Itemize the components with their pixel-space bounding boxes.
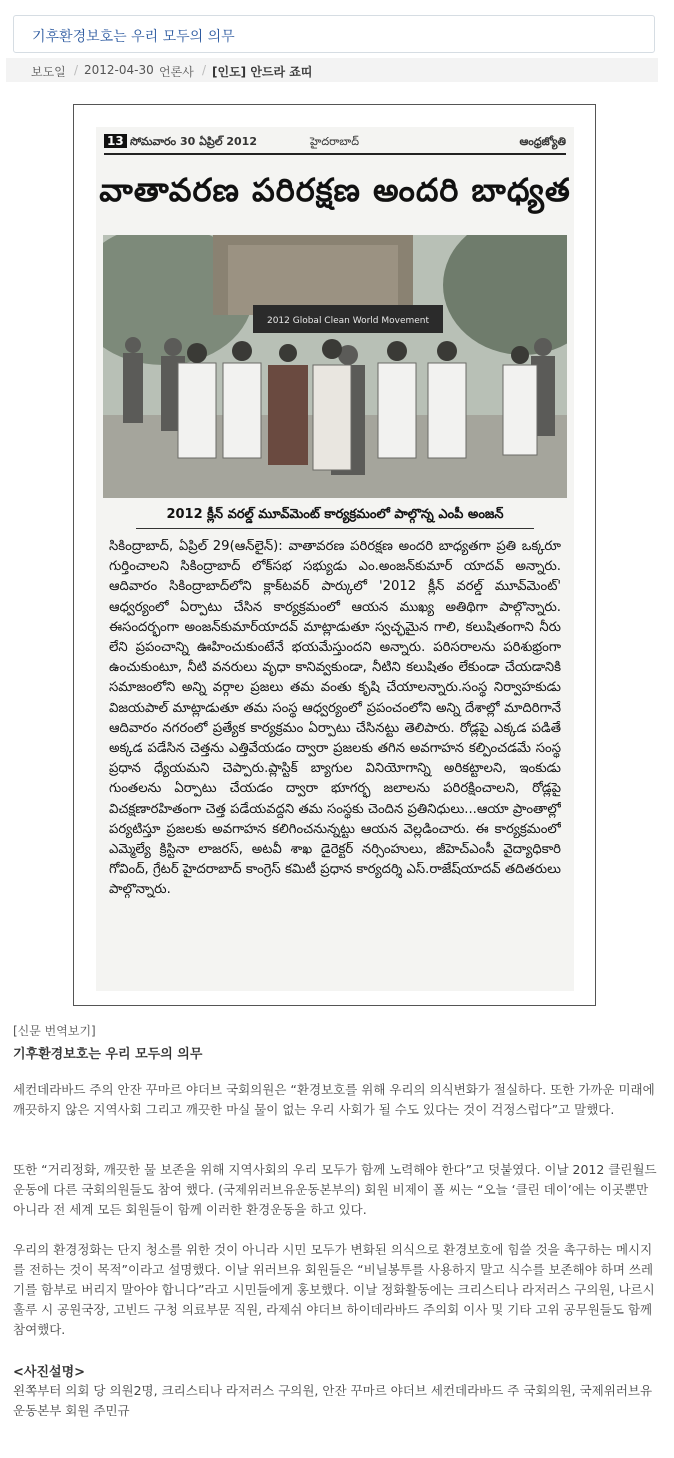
paper-city: హైదరాబాద్ bbox=[310, 135, 359, 148]
newspaper-headline: వాతావరణ పరిరక్షణ అందరి బాధ్యత bbox=[99, 171, 571, 209]
meta-separator: / bbox=[202, 63, 207, 77]
banner-text: 2012 Global Clean World Movement bbox=[266, 316, 430, 326]
source-label: 언론사 bbox=[159, 65, 194, 79]
newspaper-page bbox=[96, 127, 574, 991]
paper-date: సోమవారం 30 ఏప్రిల్ 2012 bbox=[130, 135, 257, 148]
publication-name: ఆంధ్రజ్యోతి bbox=[519, 135, 566, 148]
source-value: [인도] 안드라 죠띠 bbox=[212, 65, 313, 79]
translation-paragraph: 우리의 환경정화는 단지 청소를 위한 것이 아니라 시민 모두가 변화된 의식으로 환경보호에 힘쓸 것을 촉구하는 메시지를 전하는 것이 목적”이라고 설명했다. 이날 위러브유 회원들은 “비닐봉투를 사용하지 말고 식수를 보존해야 하며 쓰레기를 함부로 버리지 말아야 합니다”라고 시민들에게 홍보했다. 이날 정화활동에는 크리스티나 라저러스 구의원, 나르시훌루 시 공원국장, 고빈드 구청 의료부문 직원, 라제쉬 야더브 하이데라바드 주의회 이사 및 기타 고위 공무원들도 함께 참여했다. bbox=[13, 1242, 655, 1337]
article-meta bbox=[6, 58, 658, 82]
page-number: 13 bbox=[104, 134, 127, 148]
date-label: 보도일 bbox=[31, 65, 66, 79]
translation-label: [신문 번역보기] bbox=[13, 1024, 96, 1038]
newspaper-clipping bbox=[73, 104, 596, 1006]
caption-heading: <사진설명> bbox=[13, 1365, 86, 1380]
page-title: 기후환경보호는 우리 모두의 의무 bbox=[32, 29, 235, 45]
article-title-box bbox=[13, 15, 655, 53]
masthead bbox=[104, 133, 566, 155]
group-photo bbox=[103, 235, 567, 498]
translation-title: 기후환경보호는 우리 모두의 의무 bbox=[13, 1047, 203, 1062]
translation-paragraph: 또한 “거리정화, 깨끗한 물 보존을 위해 지역사회의 우리 모두가 함께 노력해야 한다”고 덧붙였다. 이날 2012 클린월드운동에 다른 국회의원들도 참여 했다. (국제위러브유운동본부의) 회원 비제이 폴 씨는 “오늘 ‘클린 데이’에는 이곳뿐만 아니라 전 세계 모든 회원들이 함께 이러한 환경운동을 하고 있다. bbox=[13, 1162, 657, 1217]
caption-text: 왼쪽부터 의회 당 의원2명, 크리스티나 라저러스 구의원, 안잔 꾸마르 야더브 세컨데라바드 주 국회의원, 국제위러브유운동본부 회원 주민규 bbox=[13, 1383, 653, 1418]
translation-paragraph: 세컨데라바드 주의 안잔 꾸마르 야더브 국회의원은 “환경보호를 위해 우리의 의식변화가 절실하다. 또한 가까운 미래에 깨끗하지 않은 지역사회 그리고 깨끗한 마실 물이 없는 우리 사회가 될 수도 있다는 것이 걱정스럽다”고 말했다. bbox=[13, 1082, 655, 1117]
article-body-telugu: సికింద్రాబాద్, ఏప్రిల్ 29(ఆన్‌లైన్): వాతావరణ పరిరక్షణ అందరి బాధ్యతగా ప్రతి ఒక్కరూ గుర్తించాలని సికింద్రాబాద్ లోక్‌సభ సభ్యుడు ఎం.అంజన్‌కుమార్ యాదవ్ అన్నారు. ఆదివారం సికింద్రాబాద్‌లోని క్లాక్‌టవర్ పార్కులో '2012 క్లీన్ వరల్డ్ మూవ్‌మెంట్' ఆధ్వర్యంలో ఏర్పాటు చేసిన కార్యక్రమంలో ఆయన ముఖ్య అతిథిగా పాల్గొన్నారు. ఈసందర్భంగా అంజన్‌కుమార్‌యాదవ్ మాట్లాడుతూ స్వచ్ఛమైన గాలి, కలుషితంగాని నీరు లేని ప్రపంచాన్ని ఊహించుకుంటేనే భయమేస్తుందని అన్నారు. పరిసరాలను పరిశుభ్రంగా ఉంచుకుంటూ, నీటి వనరులు వృధా కానివ్వకుండా, నీటిని కలుషితం లేకుండా చేయడానికి సమాజంలోని అన్ని వర్గాల ప్రజలు తమ వంతు కృషి చేయాలన్నారు.సంస్థ నిర్వాహకుడు విజయపాల్ మాట్లాడుతూ తమ సంస్థ ఆధ్వర్యంలో ప్రపంచంలోని అన్ని దేశాల్లో మాదిరిగానే ఆదివారం నగరంలో ప్రత్యేక కార్యక్రమం ఏర్పాటు చేసినట్టు తెలిపారు. రోడ్లపై ఎక్కడ పడితే అక్కడ పడేసిన చెత్తను ఎత్తివేయడం ద్వారా ప్రజలకు తగిన అవగాహన కల్పించడమే సంస్థ ప్రధాన ధ్యేయమని చెప్పారు.ప్లాస్టిక్ బ్యాగుల వినియోగాన్ని అరికట్టాలని, ఇంకుడు గుంతలను ఏర్పాటు చేయడం ద్వారా భూగర్భ జలాలను పరిరక్షించాలని, రోడ్లపై విచక్షణారహితంగా చెత్త పడేయవద్దని తమ సంస్థకు చెందిన ప్రతినిధులు...ఆయా ప్రాంతాల్లో పర్యటిస్తూ ప్రజలకు అవగాహన కలిగించనున్నట్టు ఆయన వెల్లడించారు. ఈ కార్యక్రమంలో ఎమ్మెల్యే క్రిస్టినా లాజరస్, అటవీ శాఖ డైరెక్టర్ నర్సింహులు, జీహెచ్ఎంసీ వైద్యాధికారి గోవింద్, గ్రేటర్ హైదరాబాద్ కాంగ్రెస్ కమిటీ ప్రధాన కార్యదర్శి ఎస్.రాజేష్‌యాదవ్ తదితరులు పాల్గొన్నారు. bbox=[109, 539, 561, 898]
meta-separator: / bbox=[74, 63, 79, 77]
photo-caption: 2012 క్లీన్ వరల్డ్ మూవ్‌మెంట్ కార్యక్రమంలో పాల్గొన్న ఎంపీ అంజన్ bbox=[136, 507, 534, 529]
date-value: 2012-04-30 bbox=[84, 63, 154, 77]
